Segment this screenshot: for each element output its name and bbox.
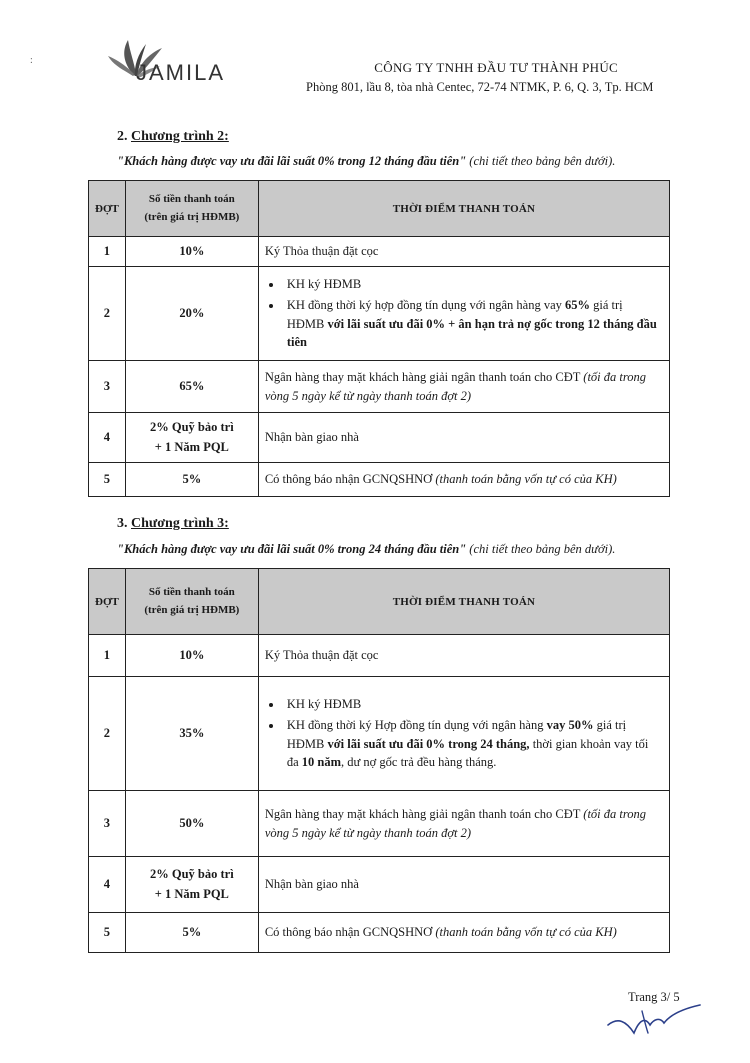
table-header-row	[89, 181, 670, 237]
table-row	[89, 361, 670, 413]
table-row	[89, 635, 670, 677]
row-dot: 4	[89, 413, 126, 463]
row-description: Có thông báo nhận GCNQSHNƠ (thanh toán bằng vốn tự có của KH)	[258, 913, 669, 953]
row-dot: 2	[89, 677, 126, 791]
table-row	[89, 857, 670, 913]
row-amount: 20%	[125, 267, 258, 361]
section-2-title-text: Chương trình 2:	[131, 129, 229, 144]
section-2-description	[117, 154, 615, 169]
section-3-title-text: Chương trình 3:	[131, 516, 229, 531]
company-logo	[106, 36, 256, 96]
scan-marks: :	[30, 55, 33, 66]
row-description	[258, 677, 669, 791]
row-description: Có thông báo nhận GCNQSHNƠ (thanh toán bằng vốn tự có của KH)	[258, 463, 669, 497]
row-amount: 65%	[125, 361, 258, 413]
payment-table-program-3	[88, 568, 670, 953]
row-dot: 3	[89, 791, 126, 857]
row-description: Ngân hàng thay mặt khách hàng giải ngân thanh toán cho CĐT (tối đa trong vòng 5 ngày kể từ ngày thanh toán đợt 2)	[258, 361, 669, 413]
section-2-title	[117, 129, 229, 145]
row-description: Ngân hàng thay mặt khách hàng giải ngân thanh toán cho CĐT (tối đa trong vòng 5 ngày kể từ ngày thanh toán đợt 2)	[258, 791, 669, 857]
header-dot: ĐỢT	[89, 569, 126, 635]
row-amount: 50%	[125, 791, 258, 857]
header-time: THỜI ĐIỂM THANH TOÁN	[258, 569, 669, 635]
section-3-desc-rest: (chi tiết theo bảng bên dưới).	[466, 542, 616, 556]
row-dot: 1	[89, 635, 126, 677]
row-amount: 2% Quỹ bảo trì + 1 Năm PQL	[125, 857, 258, 913]
bullet-item: • KH đồng thời ký hợp đồng tín dụng với ngân hàng vay 65% giá trị HĐMB với lãi suất ưu đãi 0% + ân hạn trả nợ gốc trong 12 tháng đầu tiên	[283, 296, 663, 352]
company-address: Phòng 801, lầu 8, tòa nhà Centec, 72-74 NTMK, P. 6, Q. 3, Tp. HCM	[306, 80, 654, 94]
header-amount-line-2: (trên giá trị HĐMB)	[144, 210, 240, 223]
row-amount: 2% Quỹ bảo trì + 1 Năm PQL	[125, 413, 258, 463]
header-dot: ĐỢT	[89, 181, 126, 237]
section-3-number: 3.	[117, 516, 128, 531]
section-3-description	[117, 542, 615, 557]
table-header-row	[89, 569, 670, 635]
table-row	[89, 913, 670, 953]
header-amount-line-1: Số tiền thanh toán	[148, 586, 235, 599]
table-row	[89, 413, 670, 463]
section-2-desc-rest: (chi tiết theo bảng bên dưới).	[466, 154, 616, 168]
header-amount	[125, 569, 258, 635]
table-row	[89, 677, 670, 791]
table-row	[89, 791, 670, 857]
payment-table-program-2	[88, 180, 670, 497]
header-amount-line-2: (trên giá trị HĐMB)	[144, 603, 240, 616]
row-description: Ký Thỏa thuận đặt cọc	[258, 635, 669, 677]
row-description: Ký Thỏa thuận đặt cọc	[258, 237, 669, 267]
header-amount	[125, 181, 258, 237]
signature-icon	[604, 1003, 704, 1039]
bullet-item: • KH đồng thời ký Hợp đồng tín dụng với ngân hàng vay 50% giá trị HĐMB với lãi suất ưu đãi 0% trong 24 tháng, thời gian khoản vay tối đa 10 năm, dư nợ gốc trả đều hàng tháng.	[283, 716, 663, 772]
row-dot: 4	[89, 857, 126, 913]
bullet-item: • KH ký HĐMB	[283, 695, 663, 714]
table-row	[89, 463, 670, 497]
row-dot: 2	[89, 267, 126, 361]
row-dot: 1	[89, 237, 126, 267]
section-2-number: 2.	[117, 129, 128, 144]
section-2-desc-bold: "Khách hàng được vay ưu đãi lãi suất 0% trong 12 tháng đầu tiên"	[117, 154, 467, 168]
section-3-title	[117, 516, 229, 532]
row-dot: 5	[89, 913, 126, 953]
row-amount: 5%	[125, 913, 258, 953]
row-dot: 3	[89, 361, 126, 413]
page-number: Trang 3/ 5	[628, 990, 680, 1004]
header-amount-line-1: Số tiền thanh toán	[148, 193, 235, 206]
row-amount: 10%	[125, 635, 258, 677]
row-amount: 10%	[125, 237, 258, 267]
row-dot: 5	[89, 463, 126, 497]
company-name: CÔNG TY TNHH ĐẦU TƯ THÀNH PHÚC	[374, 60, 618, 75]
section-3-desc-bold: "Khách hàng được vay ưu đãi lãi suất 0% trong 24 tháng đầu tiên"	[117, 542, 467, 556]
bullet-list	[265, 695, 663, 772]
header-time: THỜI ĐIỂM THANH TOÁN	[258, 181, 669, 237]
logo-text: JAMILA	[136, 60, 226, 85]
table-row	[89, 237, 670, 267]
table-row	[89, 267, 670, 361]
bullet-item: • KH ký HĐMB	[283, 275, 663, 294]
row-description	[258, 267, 669, 361]
row-amount: 35%	[125, 677, 258, 791]
row-amount: 5%	[125, 463, 258, 497]
row-description: Nhận bàn giao nhà	[258, 413, 669, 463]
bullet-list	[265, 275, 663, 352]
row-description: Nhận bàn giao nhà	[258, 857, 669, 913]
